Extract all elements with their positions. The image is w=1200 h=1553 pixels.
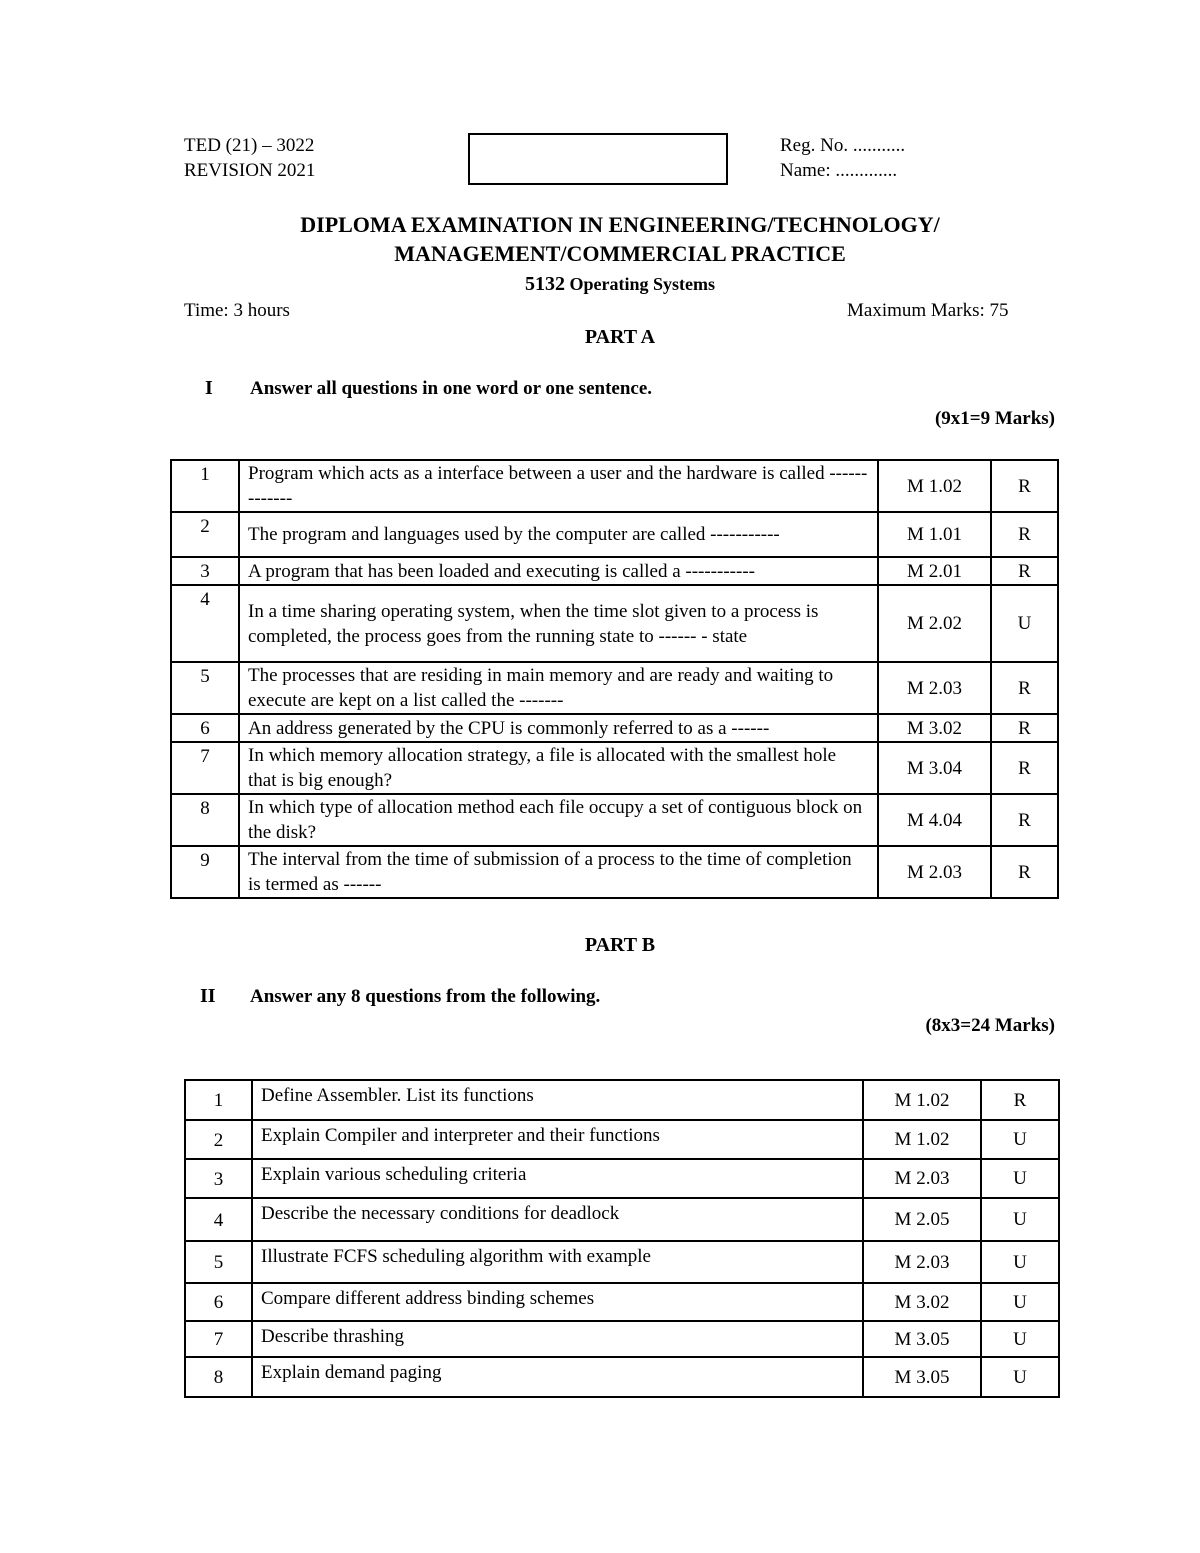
question-number: 4 [171,585,239,662]
exam-title-line2: MANAGEMENT/COMMERCIAL PRACTICE [394,241,846,266]
cognitive-level: U [981,1159,1059,1198]
question-text: Compare different address binding schemes [252,1283,863,1321]
table-row [185,1120,1059,1159]
question-text: Define Assembler. List its functions [252,1080,863,1120]
code-box [468,133,728,185]
question-text: The interval from the time of submission of a process to the time of completion is termed as ------ [239,846,878,898]
table-row [171,794,1058,846]
question-text: In which memory allocation strategy, a file is allocated with the smallest hole that is big enough? [239,742,878,794]
subject-code: 5132 [525,273,565,295]
part-b-question-table [184,1079,1060,1398]
cognitive-level: R [991,662,1058,714]
exam-code-block [184,133,315,183]
module-code: M 2.02 [878,585,991,662]
part-a-question-table [170,459,1059,899]
question-text: Explain demand paging [252,1357,863,1397]
question-number: 2 [171,512,239,557]
cognitive-level: U [981,1283,1059,1321]
question-text: Illustrate FCFS scheduling algorithm with example [252,1241,863,1283]
module-code: M 2.01 [878,557,991,585]
table-row [171,557,1058,585]
question-text: Explain Compiler and interpreter and their functions [252,1120,863,1159]
question-number: 3 [171,557,239,585]
question-text: In a time sharing operating system, when the time slot given to a process is completed, the process goes from the running state to ------ - state [239,585,878,662]
table-row [171,846,1058,898]
module-code: M 1.01 [878,512,991,557]
question-number: 7 [185,1321,252,1357]
table-row [185,1357,1059,1397]
module-code: M 2.05 [863,1198,981,1241]
question-text: Program which acts as a interface between a user and the hardware is called ------------- [239,460,878,512]
name-field: Name: ............. [780,160,898,181]
part-b-instruction: Answer any 8 questions from the following. [250,986,601,1007]
cognitive-level: R [981,1080,1059,1120]
module-code: M 2.03 [863,1159,981,1198]
table-row [171,714,1058,742]
table-row [185,1283,1059,1321]
cognitive-level: R [991,794,1058,846]
module-code: M 1.02 [878,460,991,512]
question-text: The program and languages used by the computer are called ----------- [239,512,878,557]
question-text: Describe the necessary conditions for deadlock [252,1198,863,1241]
module-code: M 1.02 [863,1080,981,1120]
question-number: 9 [171,846,239,898]
cognitive-level: U [991,585,1058,662]
part-a-roman: I [205,377,213,399]
part-b-marks: (8x3=24 Marks) [925,1015,1055,1036]
question-number: 3 [185,1159,252,1198]
module-code: M 2.03 [878,846,991,898]
module-code: M 2.03 [863,1241,981,1283]
reg-no-field: Reg. No. ........... [780,135,906,156]
module-code: M 1.02 [863,1120,981,1159]
max-marks: Maximum Marks: 75 [847,300,1009,321]
cognitive-level: R [991,846,1058,898]
part-a-instruction: Answer all questions in one word or one sentence. [250,378,653,399]
part-a-heading: PART A [584,326,656,348]
question-number: 5 [171,662,239,714]
question-number: 1 [171,460,239,512]
exam-time: Time: 3 hours [184,300,290,321]
table-row [185,1198,1059,1241]
module-code: M 3.05 [863,1357,981,1397]
table-row [171,585,1058,662]
question-number: 6 [171,714,239,742]
table-row [171,662,1058,714]
question-number: 1 [185,1080,252,1120]
module-code: M 3.02 [878,714,991,742]
module-code: M 3.05 [863,1321,981,1357]
question-number: 8 [185,1357,252,1397]
table-row [171,460,1058,512]
cognitive-level: U [981,1357,1059,1397]
cognitive-level: U [981,1321,1059,1357]
subject-name: Operating Systems [569,274,715,294]
part-b-heading: PART B [584,934,656,956]
question-text: In which type of allocation method each file occupy a set of contiguous block on the disk? [239,794,878,846]
cognitive-level: R [991,557,1058,585]
table-row [185,1241,1059,1283]
question-number: 5 [185,1241,252,1283]
table-row [185,1080,1059,1120]
part-a-marks: (9x1=9 Marks) [934,408,1055,429]
table-row [185,1159,1059,1198]
question-number: 4 [185,1198,252,1241]
revision: REVISION 2021 [184,160,316,181]
table-row [171,512,1058,557]
cognitive-level: R [991,512,1058,557]
question-text: A program that has been loaded and executing is called a ----------- [239,557,878,585]
table-row [185,1321,1059,1357]
cognitive-level: U [981,1198,1059,1241]
question-text: Explain various scheduling criteria [252,1159,863,1198]
question-number: 7 [171,742,239,794]
exam-code: TED (21) – 3022 [184,135,315,156]
candidate-block [780,133,905,183]
part-b-roman: II [200,985,216,1007]
question-number: 6 [185,1283,252,1321]
question-number: 2 [185,1120,252,1159]
table-row [171,742,1058,794]
module-code: M 4.04 [878,794,991,846]
question-text: The processes that are residing in main memory and are ready and waiting to execute are kept on a list called the ------- [239,662,878,714]
cognitive-level: R [991,742,1058,794]
cognitive-level: U [981,1241,1059,1283]
question-number: 8 [171,794,239,846]
module-code: M 3.02 [863,1283,981,1321]
subject-title [0,273,1200,296]
question-text: Describe thrashing [252,1321,863,1357]
question-text: An address generated by the CPU is commonly referred to as a ------ [239,714,878,742]
cognitive-level: R [991,460,1058,512]
cognitive-level: R [991,714,1058,742]
module-code: M 3.04 [878,742,991,794]
exam-title-line1: DIPLOMA EXAMINATION IN ENGINEERING/TECHNOLOGY/ [300,212,940,237]
cognitive-level: U [981,1120,1059,1159]
module-code: M 2.03 [878,662,991,714]
